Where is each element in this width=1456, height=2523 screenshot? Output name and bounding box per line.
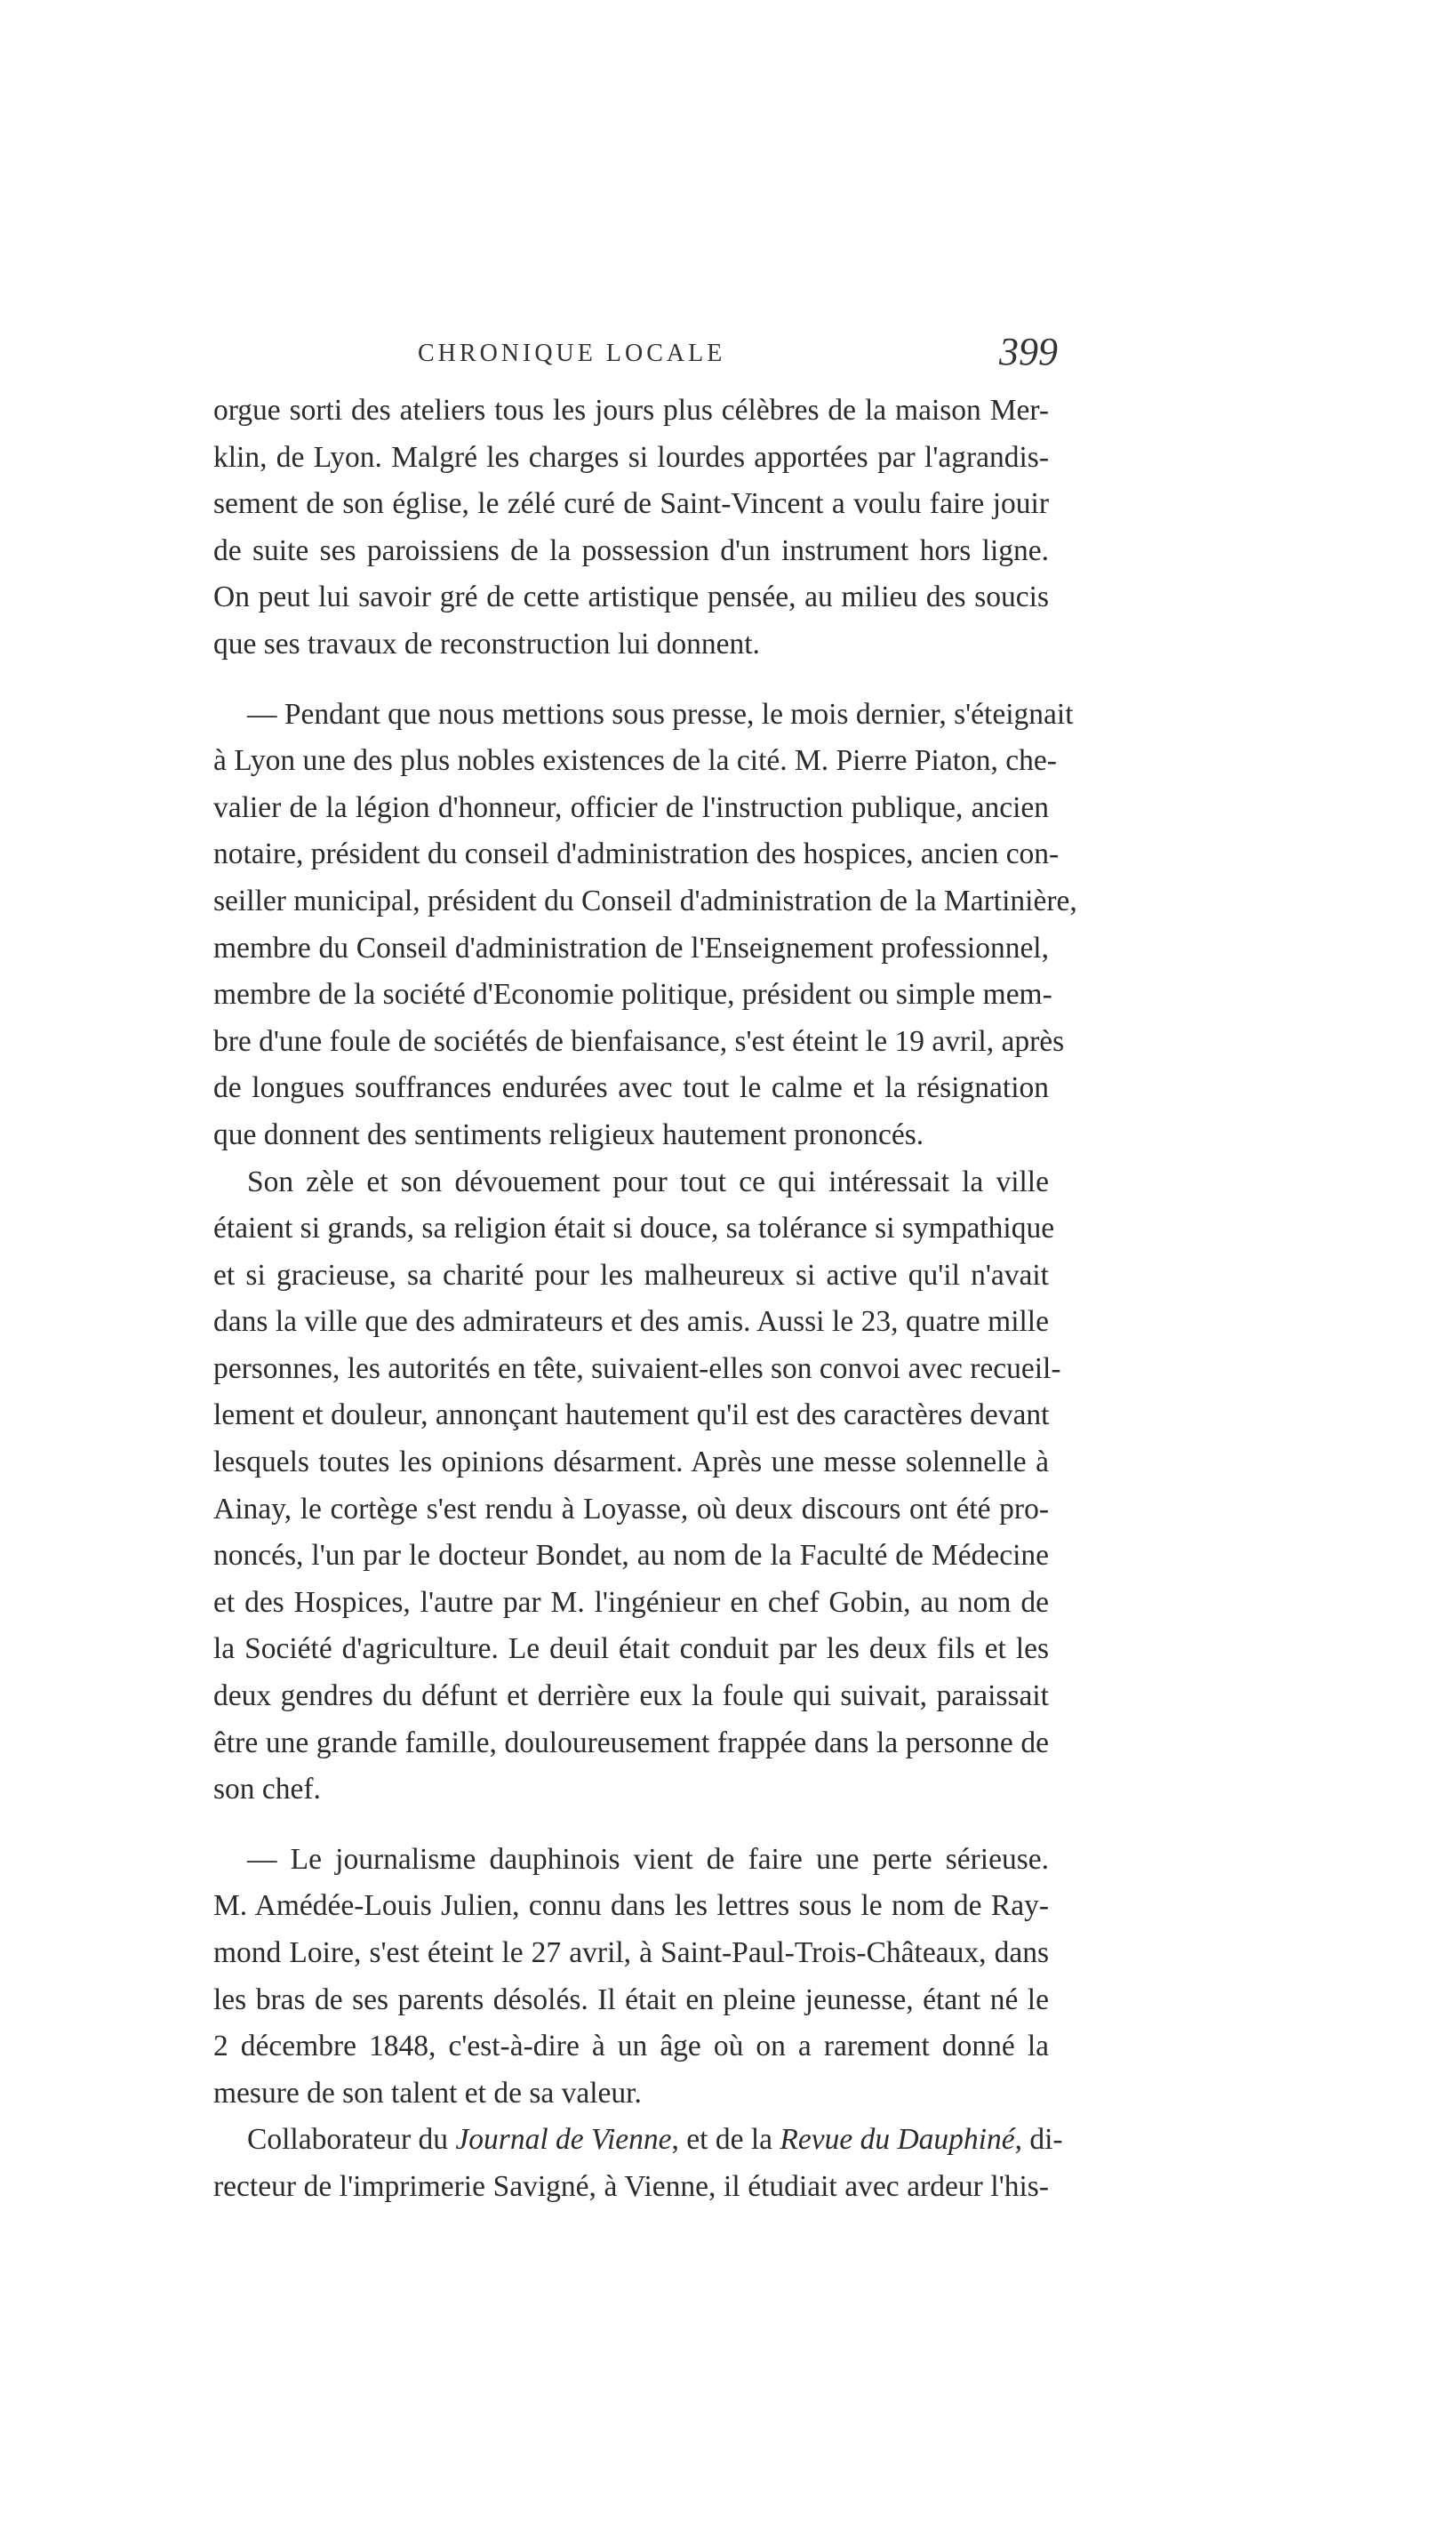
text-line: Son zèle et son dévouement pour tout ce qui intéressait la ville — [247, 1165, 1049, 1198]
text-line: personnes, les autorités en tête, suivaient-elles son convoi avec recueil- — [213, 1351, 1061, 1385]
text-line: dans la ville que des admirateurs et des amis. Aussi le 23, quatre mille — [213, 1305, 1049, 1339]
paragraph-julien-career — [213, 2117, 1063, 2210]
text-line: étaient si grands, sa religion était si douce, sa tolérance si sympathique — [213, 1212, 1055, 1245]
paragraph-piaton-funeral — [213, 1159, 1061, 1814]
text-line: Ainay, le cortège s'est rendu à Loyasse, où deux discours ont été pro- — [213, 1492, 1049, 1526]
text-run: , di- — [1014, 2123, 1063, 2157]
text-line: seiller municipal, président du Conseil d'administration de la Martinière, — [213, 884, 1077, 917]
journal-title: Revue du Dauphiné — [780, 2123, 1015, 2157]
text-line: deux gendres du défunt et derrière eux la foule qui suivait, paraissait — [213, 1679, 1049, 1713]
text-line: mond Loire, s'est éteint le 27 avril, à Saint-Paul-Trois-Châteaux, dans — [213, 1936, 1049, 1969]
page-header — [418, 329, 1058, 382]
journal-title: Journal de Vienne — [455, 2123, 672, 2157]
text-line: valier de la légion d'honneur, officier de l'instruction publique, ancien — [213, 790, 1049, 824]
paragraph-julien-death — [213, 1837, 1049, 2118]
text-line: orgue sorti des ateliers tous les jours plus célèbres de la maison Mer- — [213, 394, 1049, 427]
text-line: 2 décembre 1848, c'est-à-dire à un âge où on a rarement donné la — [213, 2030, 1049, 2063]
text-line: noncés, l'un par le docteur Bondet, au nom de la Faculté de Médecine — [213, 1539, 1049, 1573]
text-run: Collaborateur du — [247, 2123, 456, 2157]
body-text — [213, 388, 1077, 2211]
page-number: 399 — [999, 330, 1058, 373]
running-title: CHRONIQUE LOCALE — [418, 340, 726, 367]
text-line: — Le journalisme dauphinois vient de faire une perte sérieuse. — [247, 1842, 1049, 1876]
text-line: sement de son église, le zélé curé de Saint-Vincent a voulu faire jouir — [213, 487, 1049, 521]
text-line: — Pendant que nous mettions sous presse, le mois dernier, s'éteignait — [247, 697, 1074, 731]
text-line: que ses travaux de reconstruction lui donnent. — [213, 627, 760, 661]
text-line: M. Amédée-Louis Julien, connu dans les lettres sous le nom de Ray- — [213, 1889, 1049, 1923]
text-line: à Lyon une des plus nobles existences de la cité. M. Pierre Piaton, che- — [213, 744, 1057, 778]
text-line: mesure de son talent et de sa valeur. — [213, 2076, 642, 2110]
text-line: et des Hospices, l'autre par M. l'ingénieur en chef Gobin, au nom de — [213, 1585, 1049, 1619]
text-line: lesquels toutes les opinions désarment. Après une messe solennelle à — [213, 1446, 1049, 1479]
text-line: que donnent des sentiments religieux hautement prononcés. — [213, 1117, 924, 1151]
text-line: de longues souffrances endurées avec tout le calme et la résignation — [213, 1071, 1049, 1105]
paragraph-organ — [213, 388, 1049, 669]
text-line: de suite ses paroissiens de la possession d'un instrument hors ligne. — [213, 533, 1049, 567]
text-line: lement et douleur, annonçant hautement qu'il est des caractères devant — [213, 1398, 1050, 1432]
text-line: la Société d'agriculture. Le deuil était conduit par les deux fils et les — [213, 1632, 1049, 1666]
paragraph-piaton-death — [213, 692, 1077, 1159]
text-line: klin, de Lyon. Malgré les charges si lourdes apportées par l'agrandis- — [213, 440, 1049, 474]
text-line: bre d'une foule de sociétés de bienfaisance, s'est éteint le 19 avril, après — [213, 1024, 1065, 1058]
text-line — [213, 2117, 1063, 2164]
text-line: et si gracieuse, sa charité pour les malheureux si active qu'il n'avait — [213, 1258, 1049, 1292]
text-run: , et de la — [671, 2123, 780, 2157]
text-line: être une grande famille, douloureusement frappée dans la personne de — [213, 1726, 1049, 1759]
text-line: membre de la société d'Economie politique, président ou simple mem- — [213, 978, 1052, 1012]
text-line: son chef. — [213, 1773, 321, 1806]
text-line: notaire, président du conseil d'administration des hospices, ancien con- — [213, 837, 1060, 871]
text-line: membre du Conseil d'administration de l'Enseignement professionnel, — [213, 931, 1049, 965]
text-line: On peut lui savoir gré de cette artistique pensée, au milieu des soucis — [213, 581, 1049, 614]
text-line: les bras de ses parents désolés. Il était en pleine jeunesse, étant né le — [213, 1982, 1049, 2016]
text-line: recteur de l'imprimerie Savigné, à Vienne, il étudiait avec ardeur l'his- — [213, 2169, 1049, 2203]
